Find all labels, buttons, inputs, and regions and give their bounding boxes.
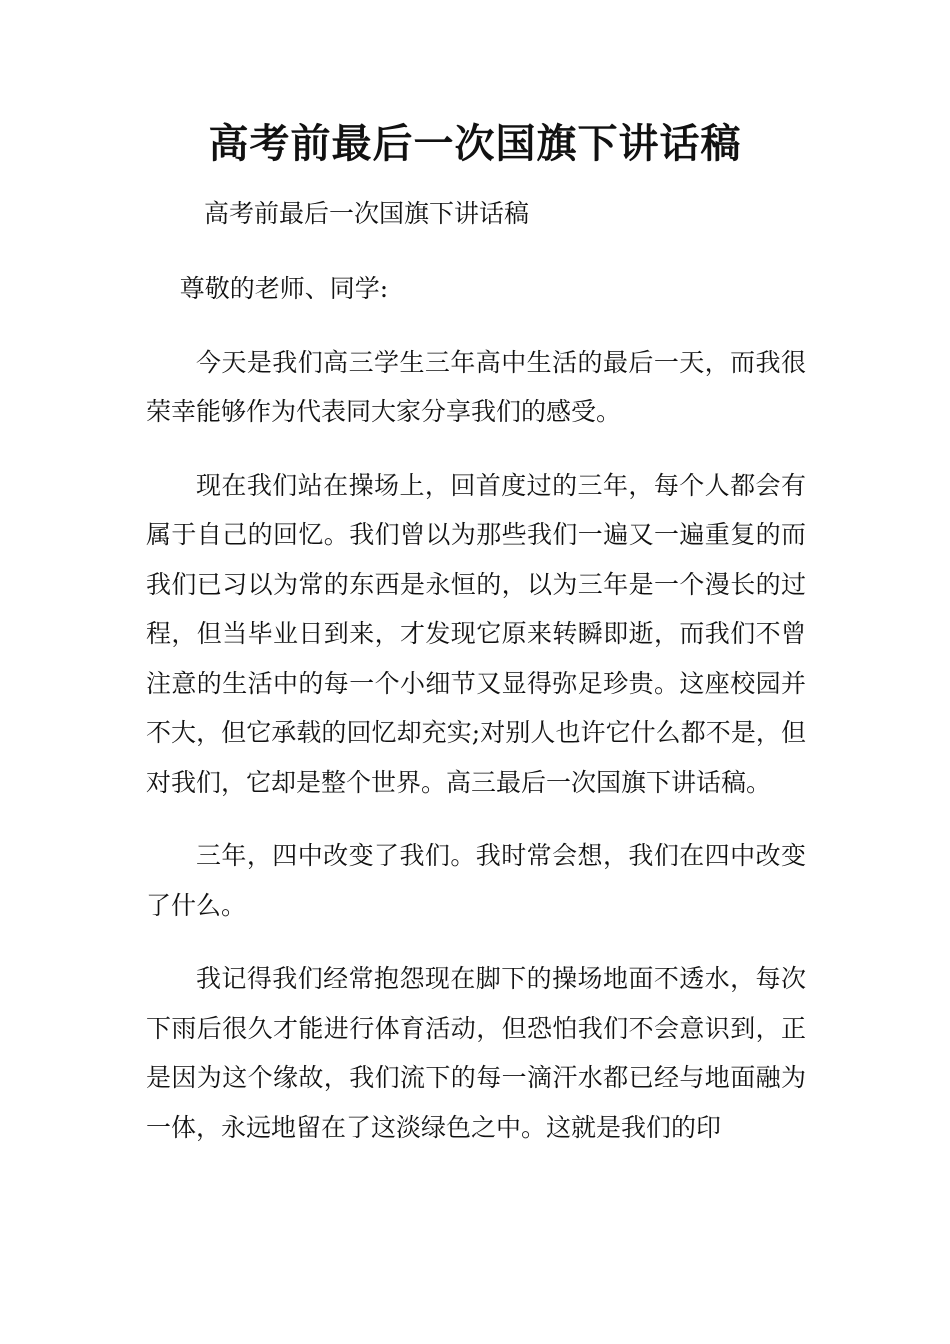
document-subtitle: 高考前最后一次国旗下讲话稿 [204,199,530,228]
paragraph-3: 三年，四中改变了我们。我时常会想，我们在四中改变了什么。 [146,841,806,920]
paragraph-2: 现在我们站在操场上，回首度过的三年，每个人都会有属于自己的回忆。我们曾以为那些我们一遍又一遍重复的而我们已习以为常的东西是永恒的，以为三年是一个漫长的过程，但当毕业日到来，才发现它原来转瞬即逝，而我们不曾注意的生活中的每一个小细节又显得弥足珍贵。这座校园并不大，但它承载的回忆却充实;对别人也许它什么都不是，但对我们，它却是整个世界。高三最后一次国旗下讲话稿。 [146,470,806,797]
greeting-line: 尊敬的老师、同学: [179,274,389,303]
paragraph-4: 我记得我们经常抱怨现在脚下的操场地面不透水，每次下雨后很久才能进行体育活动，但恐怕我们不会意识到，正是因为这个缘故，我们流下的每一滴汗水都已经与地面融为一体，永远地留在了这淡绿色之中。这就是我们的印 [146,964,806,1142]
document-title: 高考前最后一次国旗下讲话稿 [208,120,742,167]
paragraph-1: 今天是我们高三学生三年高中生活的最后一天，而我很荣幸能够作为代表同大家分享我们的感受。 [146,347,806,426]
document-body [146,264,806,1176]
